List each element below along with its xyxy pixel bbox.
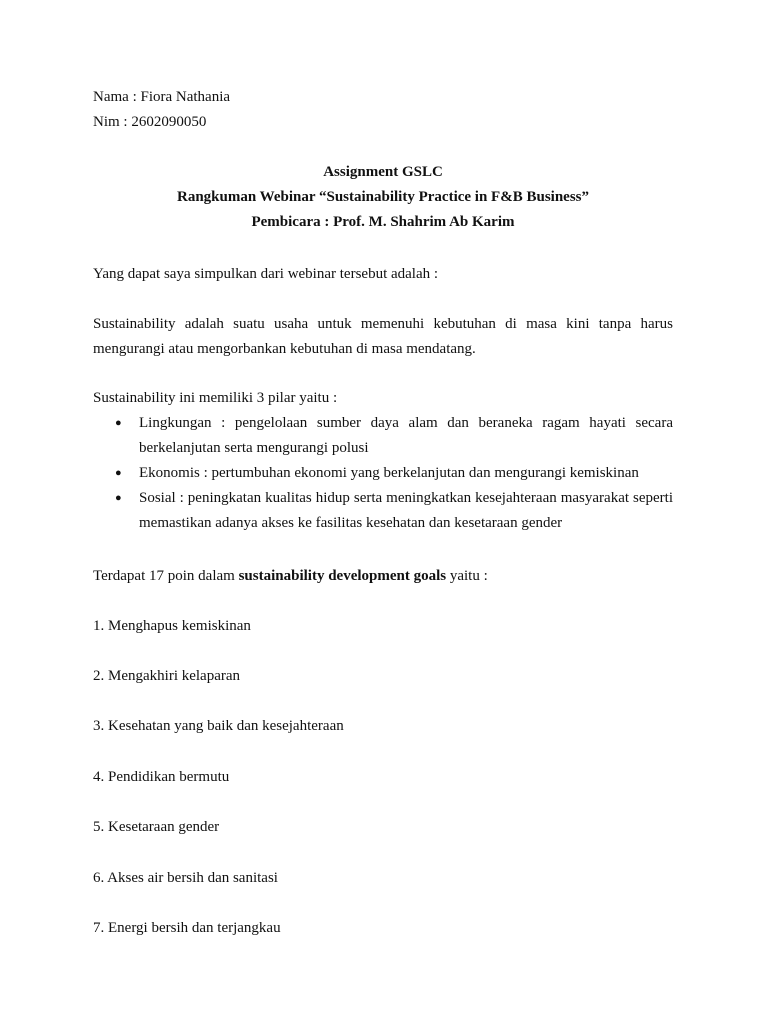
bullet-icon: ● (115, 492, 122, 504)
bullet-icon: ● (115, 467, 122, 479)
summary-title: Rangkuman Webinar “Sustainability Practice in F&B Business” (176, 189, 590, 205)
goal-item: 5. Kesetaraan gender (93, 819, 220, 835)
bullet-icon: ● (115, 417, 122, 429)
student-identity (93, 85, 673, 135)
pillar-text: Sosial : peningkatan kualitas hidup serta meningkatkan kesejahteraan masyarakat seperti memastikan adanya akses ke fasilitas kesehatan dan kesetaraan gender (139, 490, 673, 531)
document-titles (93, 160, 673, 235)
intro-paragraph: Yang dapat saya simpulkan dari webinar tersebut adalah : (93, 266, 439, 282)
sdg-intro-bold: sustainability development goals (238, 568, 447, 584)
goal-item: 3. Kesehatan yang baik dan kesejahteraan (93, 718, 344, 734)
pillar-text: Lingkungan : pengelolaan sumber daya alam dan beraneka ragam hayati secara berkelanjutan serta mengurangi polusi (139, 415, 673, 456)
list-item (93, 486, 673, 536)
pillars-intro: Sustainability ini memiliki 3 pilar yaitu : (93, 390, 338, 406)
goal-item: 7. Energi bersih dan terjangkau (93, 920, 281, 936)
sdg-intro-after: yaitu : (446, 568, 488, 584)
student-name: Nama : Fiora Nathania (93, 89, 231, 105)
list-item (93, 411, 673, 461)
goal-item: 1. Menghapus kemiskinan (93, 618, 251, 634)
sdg-intro (93, 564, 673, 589)
goal-item: 6. Akses air bersih dan sanitasi (93, 870, 278, 886)
speaker-title: Pembicara : Prof. M. Shahrim Ab Karim (251, 214, 515, 230)
assignment-title: Assignment GSLC (323, 164, 443, 180)
goal-item: 4. Pendidikan bermutu (93, 769, 230, 785)
student-nim: Nim : 2602090050 (93, 114, 207, 130)
list-item (93, 461, 673, 486)
sdg-intro-before: Terdapat 17 poin dalam (93, 568, 239, 584)
definition-paragraph: Sustainability adalah suatu usaha untuk memenuhi kebutuhan di masa kini tanpa harus mengurangi atau mengorbankan kebutuhan di masa mendatang. (93, 316, 673, 357)
pillars-list (93, 411, 673, 536)
pillar-text: Ekonomis : pertumbuhan ekonomi yang berkelanjutan dan mengurangi kemiskinan (139, 465, 639, 481)
goal-item: 2. Mengakhiri kelaparan (93, 668, 241, 684)
